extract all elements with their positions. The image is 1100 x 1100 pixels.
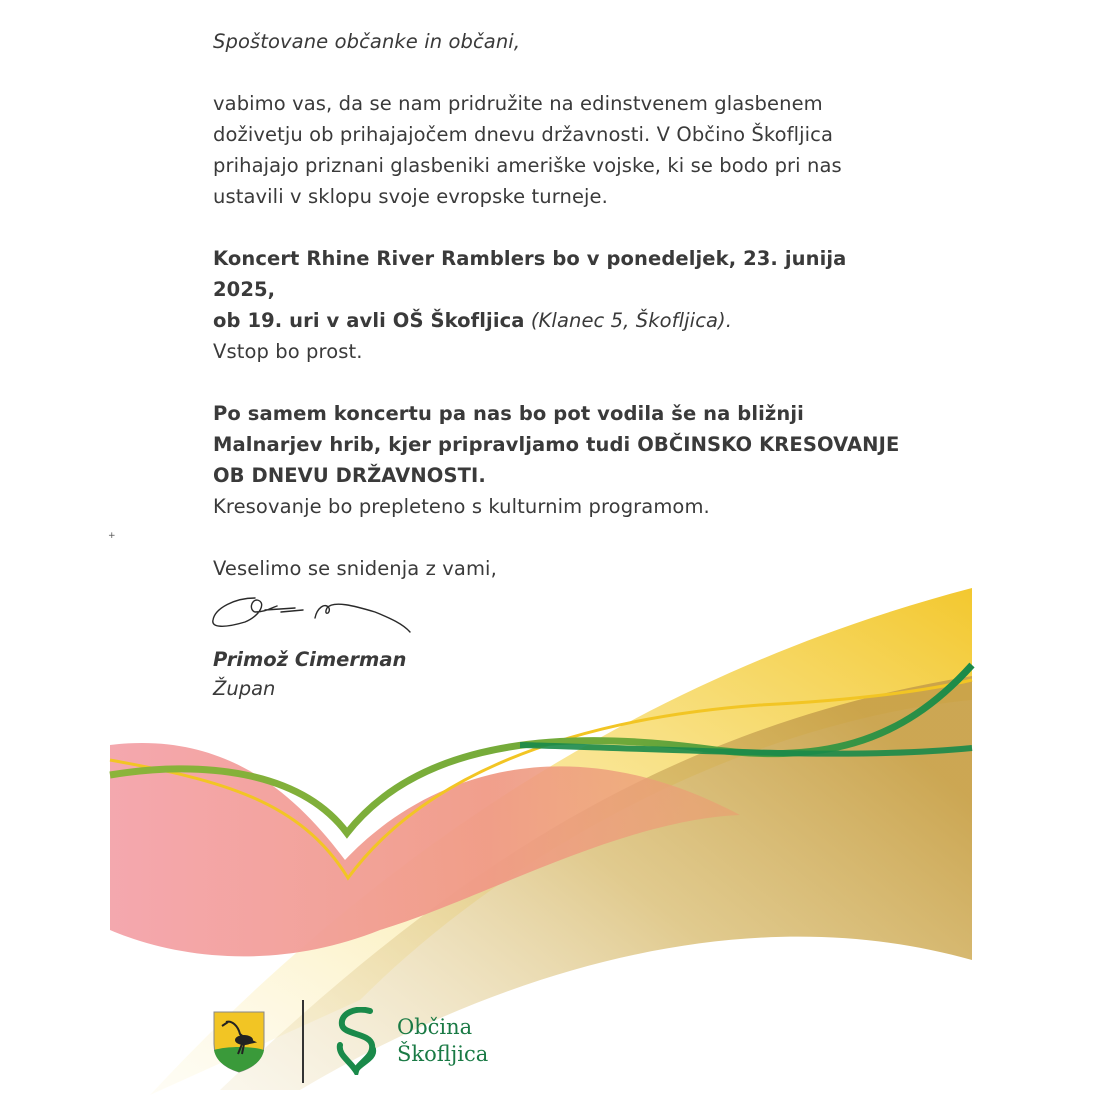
concert-venue: ob 19. uri v avli OŠ Škofljica	[213, 309, 525, 332]
entry-note: Vstop bo prost.	[213, 340, 363, 363]
mayor-title: Župan	[213, 677, 276, 700]
mayor-name: Primož Cimerman	[213, 648, 407, 671]
concert-line-1: Koncert Rhine River Ramblers bo v ponedeljek, 23. junija 2025,	[213, 247, 847, 301]
footer-divider	[302, 1000, 304, 1083]
bonfire-line-1: Po samem koncertu pa nas bo pot vodila še na bližnji	[213, 402, 804, 425]
bonfire-note: Kresovanje bo prepleteno s kulturnim programom.	[213, 495, 710, 518]
margin-mark: +	[108, 531, 116, 541]
signature-block	[213, 645, 406, 703]
coat-of-arms-icon	[212, 1010, 266, 1074]
municipality-line-1: Občina	[397, 1015, 473, 1039]
intro-line-2: doživetju ob prihajajočem dnevu državnosti. V Občino Škofljica	[213, 123, 834, 146]
intro-line-1: vabimo vas, da se nam pridružite na edinstvenem glasbenem	[213, 92, 823, 115]
municipality-name	[397, 1014, 488, 1068]
greeting: Spoštovane občanke in občani,	[213, 30, 521, 53]
concert-address: (Klanec 5, Škofljica).	[524, 309, 733, 332]
concert-line-2	[213, 305, 913, 336]
bonfire-line-2: Malnarjev hrib, kjer pripravljamo tudi OBČINSKO KRESOVANJE	[213, 433, 900, 456]
municipality-line-2: Škofljica	[397, 1042, 489, 1066]
intro-line-4: ustavili v sklopu svoje evropske turneje.	[213, 185, 608, 208]
bonfire-line-3: OB DNEVU DRŽAVNOSTI.	[213, 464, 486, 487]
signature-image	[205, 588, 420, 636]
letter-body	[213, 26, 913, 584]
intro-line-3: prihajajo priznani glasbeniki ameriške vojske, ki se bodo pri nas	[213, 154, 842, 177]
municipality-logo-icon	[330, 1007, 386, 1075]
closing: Veselimo se snidenja z vami,	[213, 557, 497, 580]
